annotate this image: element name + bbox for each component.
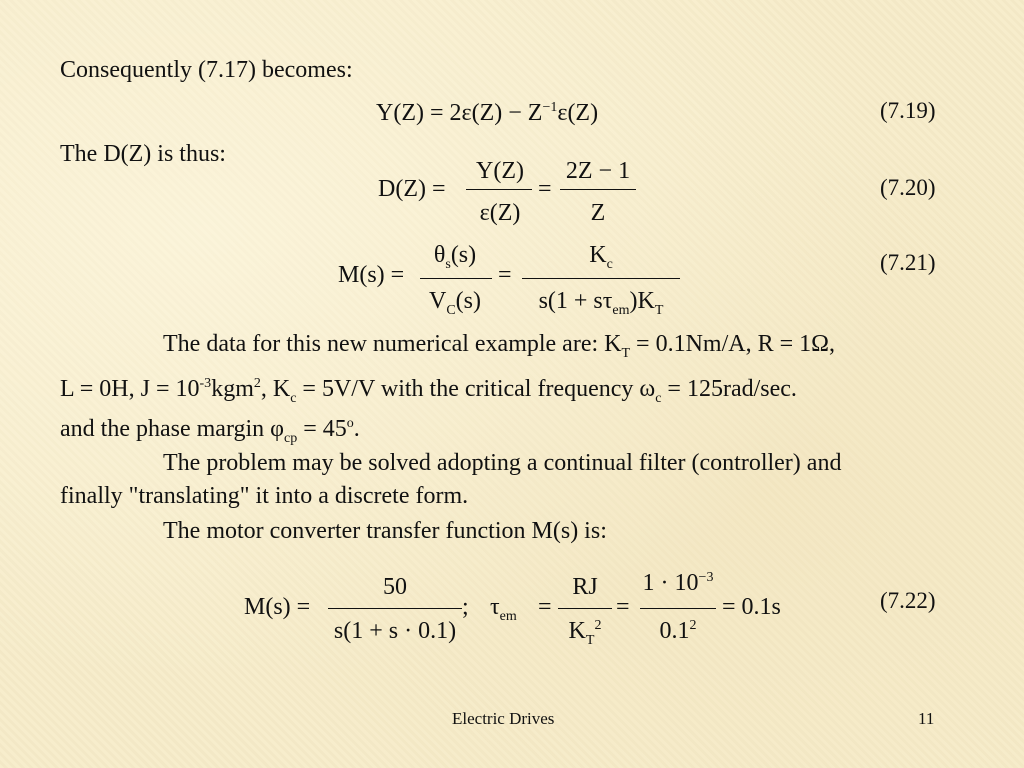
eq21-k-sub: c [606, 256, 613, 272]
eq21-theta-sub: s [445, 256, 451, 272]
eq22-den3-sup: 2 [689, 618, 697, 633]
eq19-rhs2: ε(Z) [557, 100, 599, 126]
para1-b5: = 125rad/sec. [661, 376, 797, 402]
para1-a2: = 0.1Nm/A, R = 1Ω, [630, 331, 835, 357]
para1-b: L = 0H, J = 10 [60, 376, 200, 402]
para1-b3: , K [260, 376, 291, 402]
para1-c-sup: o [346, 416, 354, 431]
eq22-fraction-bar-3 [640, 608, 716, 609]
eq19-exponent: −1 [542, 100, 558, 115]
eq22-den3-base: 0.1 [659, 618, 690, 644]
eq22-den1: s(1 + s · 0.1) [333, 618, 457, 644]
eq22-result: = 0.1s [722, 594, 781, 620]
para1-c2: = 45 [297, 416, 347, 442]
footer-title: Electric Drives [452, 709, 555, 728]
eq22-lhs: M(s) = [244, 594, 311, 620]
eq22-num1: 50 [383, 574, 407, 600]
para1-a-sub: T [621, 345, 631, 361]
para1-c-sub: cp [284, 430, 298, 446]
eq20-fraction-bar-1 [466, 189, 532, 190]
eq22-k-sub: T [585, 632, 595, 648]
para1-b-sub2: c [655, 390, 662, 406]
eq21-theta-tail: (s) [450, 242, 477, 268]
eq20-equals: = [538, 176, 552, 202]
eq21-fraction-bar-1 [420, 278, 492, 279]
eq21-num2 [524, 242, 678, 273]
eq-label-7-22: (7.22) [880, 588, 936, 613]
para1-b-sup2: 2 [253, 376, 261, 391]
eq21-lhs: M(s) = [338, 262, 405, 288]
eq19-equals: = [429, 100, 444, 126]
eq19-rhs: 2ε(Z) − Z [449, 100, 543, 126]
para1-b2: kgm [211, 376, 254, 402]
eq22-tau [490, 594, 517, 625]
para1-b-sub: c [290, 390, 297, 406]
eq21-equals: = [498, 262, 512, 288]
equation-7-19 [376, 100, 598, 127]
eq21-v-tail: (s) [455, 288, 481, 314]
para1-c3: . [353, 416, 360, 442]
eq21-v: V [428, 288, 447, 314]
para1-line3 [60, 410, 360, 453]
eq20-den2: Z [590, 200, 606, 226]
eq21-fraction-bar-2 [522, 278, 680, 279]
eq22-den2 [560, 618, 610, 649]
eq21-den1 [422, 288, 488, 319]
eq22-num3-sup: −3 [698, 570, 714, 585]
eq22-den3 [640, 618, 716, 645]
para3-text: The motor converter transfer function M(s) is: [163, 518, 607, 544]
para1-line2 [60, 370, 797, 413]
dz-intro-text: The D(Z) is thus: [60, 141, 226, 167]
eq22-k: K [568, 618, 586, 644]
eq20-fraction-bar-2 [560, 189, 636, 190]
eq22-num3-base: 1 · 10 [642, 570, 699, 596]
eq22-tau-sub: em [499, 608, 517, 624]
eq22-num2: RJ [572, 574, 598, 600]
eq21-den2 [524, 288, 678, 319]
eq20-den1: ε(Z) [479, 200, 521, 226]
eq21-num1 [422, 242, 488, 273]
eq21-v-sub: C [446, 302, 456, 318]
eq22-fraction-bar-2 [558, 608, 612, 609]
para1-b4: = 5V/V with the critical frequency ω [296, 376, 656, 402]
eq-label-7-21: (7.21) [880, 250, 936, 275]
eq22-k-sup: 2 [594, 618, 602, 633]
eq21-den2-mid: )K [629, 288, 655, 314]
eq21-den2-base: s(1 + sτ [538, 288, 613, 314]
eq22-separator: ; [462, 594, 469, 620]
eq22-equals-1: = [538, 594, 552, 620]
eq21-theta: θ [433, 242, 446, 268]
para1-b-sup: -3 [199, 376, 212, 391]
eq21-k: K [589, 242, 607, 268]
para1-c: and the phase margin φ [60, 416, 285, 442]
eq22-fraction-bar-1 [328, 608, 462, 609]
eq20-num2: 2Z − 1 [565, 158, 631, 184]
eq22-tau-sym: τ [490, 594, 500, 620]
eq19-lhs: Y(Z) [376, 100, 424, 126]
para1-line1 [163, 330, 835, 368]
eq22-equals-2: = [616, 594, 630, 620]
para2-line1: The problem may be solved adopting a continual filter (controller) and [163, 450, 842, 476]
footer-page-number: 11 [918, 709, 935, 728]
eq21-den2-sub: em [612, 302, 630, 318]
eq-label-7-19: (7.19) [880, 98, 936, 123]
intro-text: Consequently (7.17) becomes: [60, 57, 353, 83]
eq20-lhs: D(Z) = [378, 176, 446, 202]
para1-a: The data for this new numerical example are: K [163, 331, 622, 357]
eq-label-7-20: (7.20) [880, 175, 936, 200]
eq21-den2-sub2: T [654, 302, 664, 318]
eq20-num1: Y(Z) [476, 158, 524, 184]
eq22-num3 [638, 570, 718, 597]
para2-line2: finally "translating" it into a discrete form. [60, 483, 469, 509]
